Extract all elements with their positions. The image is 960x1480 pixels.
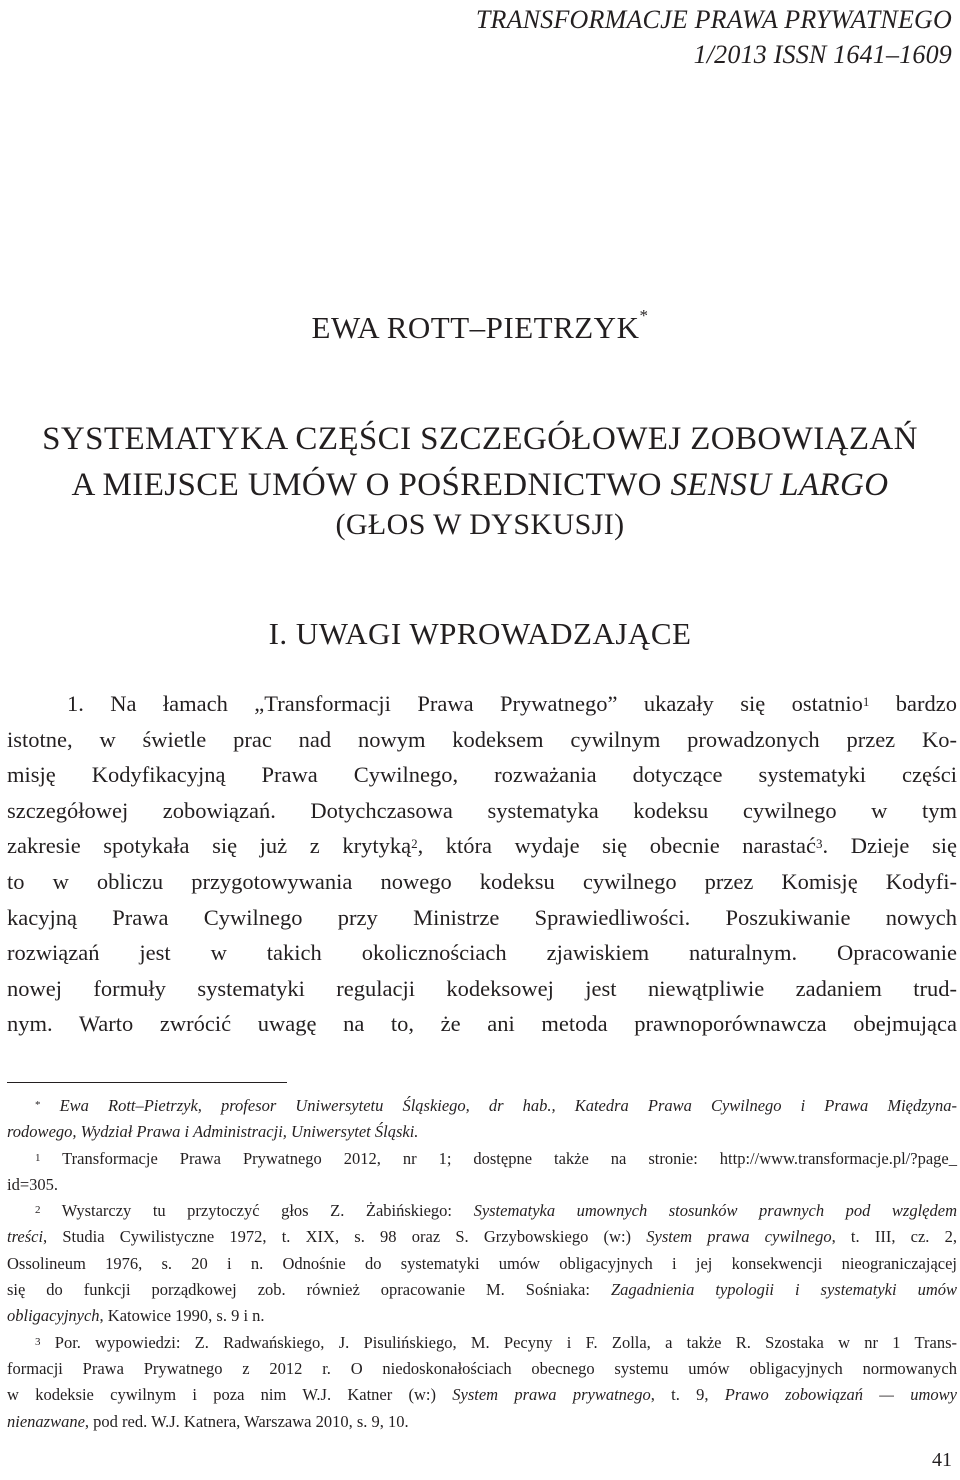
body-line: 1. Na łamach „Transformacji Prawa Prywatnego” ukazały się ostatnio$^1$ bardzo [67, 691, 957, 716]
body-line: nym. Warto zwrócić uwagę na to, że ani metoda prawnoporównawcza obejmująca [7, 1011, 957, 1037]
body-line: misję Kodyfikacyjną Prawa Cywilnego, rozważania dotyczące systematyki części [7, 762, 957, 788]
body-line: to w obliczu przygotowywania nowego kodeksu cywilnego przez Komisję Kodyfi- [7, 868, 957, 894]
footnote-2: $^2$ Wystarczy tu przytoczyć głos Z. Żabińskiego: Systematyka umownych stosunków prawnych pod względem [35, 1201, 957, 1221]
title-italic-phrase: SENSU LARGO [670, 467, 889, 503]
body-line: istotne, w świetle prac nad nowym kodeksem cywilnym prowadzonych przez Ko- [7, 726, 957, 752]
body-line: rozwiązań jest w takich okolicznościach zjawiskiem naturalnym. Opracowanie [7, 940, 957, 966]
footnote-2-cont: treści, Studia Cywilistyczne 1972, t. XIX, s. 98 oraz S. Grzybowskiego (w:) System prawa cywilnego, t. III, cz. 2, [7, 1227, 958, 1247]
footnote-author-line: rodowego, Wydział Prawa i Administracji, Uniwersytet Śląski. [7, 1122, 419, 1142]
footnote-2-cont: Ossolineum 1976, s. 20 i n. Odnośnie do systematyki umów obligacyjnych i jej konsekwencji nieograniczającej [7, 1253, 957, 1273]
footnote-1: $^1$ Transformacje Prawa Prywatnego 2012, nr 1; dostępne także na stronie: http://www.transformacje.pl/?page_ [35, 1148, 957, 1168]
footnotes [7, 1093, 957, 1435]
body-paragraph [7, 686, 957, 1042]
article-subtitle: (GŁOS W DYSKUSJI) [335, 508, 625, 541]
body-line: zakresie spotykała się już z krytyką$^2$, która wydaje się obecnie narastać$^3$. Dzieje się [7, 833, 957, 859]
journal-title: TRANSFORMACJE PRAWA PRYWATNEGO [475, 5, 952, 34]
footnote-3-cont: formacji Prawa Prywatnego z 2012 r. O niedoskonałościach obecnego systemu umów obligacyjnych normowanych [7, 1358, 957, 1378]
footnote-3-cont: nienazwane, pod red. W.J. Katnera, Warszawa 2010, s. 9, 10. [7, 1411, 409, 1431]
footnote-3: $^3$ Por. wypowiedzi: Z. Radwańskiego, J. Pisulińskiego, M. Pecyny i F. Zolla, a także R. Szostaka w nr 1 Trans- [35, 1332, 957, 1352]
body-line: szczegółowej zobowiązań. Dotychczasowa systematyka kodeksu cywilnego w tym [7, 797, 957, 823]
footnote-2-cont: obligacyjnych, Katowice 1990, s. 9 i n. [7, 1306, 265, 1326]
page-number: 41 [932, 1449, 952, 1471]
author-footnote-marker: * [639, 306, 649, 325]
footnote-3-cont: w kodeksie cywilnym i poza nim W.J. Katner (w:) System prawa prywatnego, t. 9, Prawo zobowiązań — umowy [7, 1385, 957, 1405]
footnote-divider [7, 1082, 287, 1083]
section-heading: I. UWAGI WPROWADZAJĄCE [268, 616, 692, 651]
running-head [476, 2, 952, 72]
title-line-1: SYSTEMATYKA CZĘŚCI SZCZEGÓŁOWEJ ZOBOWIĄZAŃ [42, 421, 918, 457]
footnote-1-cont: id=305. [7, 1174, 59, 1194]
body-line: kacyjną Prawa Cywilnego przy Ministrze Sprawiedliwości. Poszukiwanie nowych [7, 904, 957, 930]
footnote-ref-2[interactable]: 2 [411, 836, 418, 852]
footnote-ref-1[interactable]: 1 [862, 694, 870, 709]
footnote-ref-3[interactable]: 3 [815, 836, 823, 852]
author-name: EWA ROTT–PIETRZYK* [311, 306, 649, 345]
footnote-author-line: * Ewa Rott–Pietrzyk, profesor Uniwersytetu Śląskiego, dr hab., Katedra Prawa Cywilnego i Prawa Międzyna- [35, 1096, 957, 1115]
body-line: nowej formuły systematyki regulacji kodeksowej jest niewątpliwie zadaniem trud- [7, 975, 957, 1001]
journal-issue: 1/2013 ISSN 1641–1609 [693, 40, 952, 69]
article-title [0, 416, 960, 508]
title-line-2: A MIEJSCE UMÓW O POŚREDNICTWO SENSU LARGO [71, 467, 889, 503]
footnote-2-cont: się do funkcji porządkowej zob. również opracowanie M. Sośniaka: Zagadnienia typologii i systematyki umów [7, 1280, 957, 1300]
